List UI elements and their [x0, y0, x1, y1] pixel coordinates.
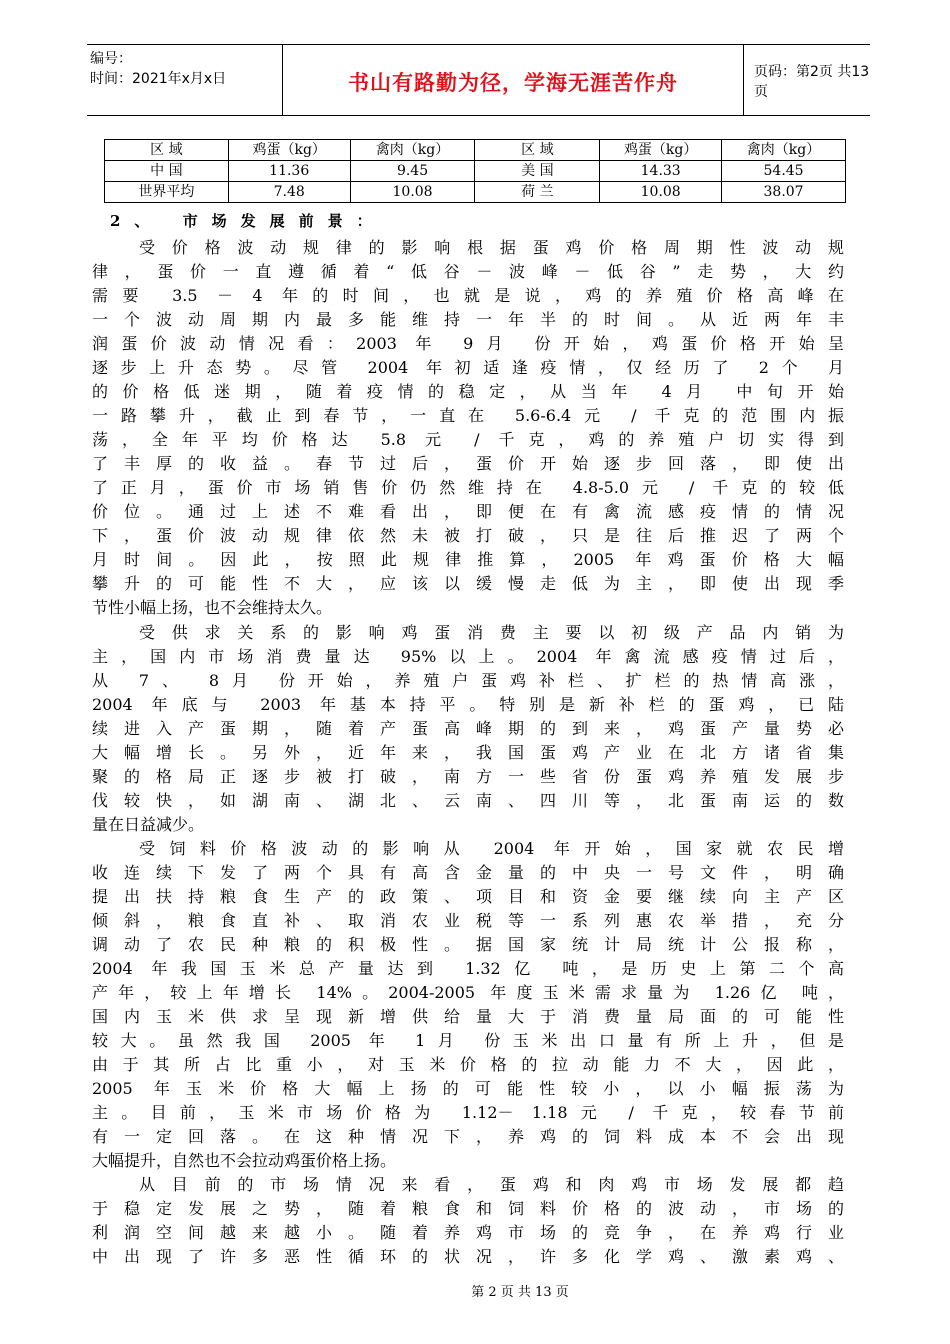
text-line: 续进入产蛋期，随着产蛋高峰期的到来，鸡蛋产量势必 — [92, 718, 844, 738]
text-line: 量在日益减少。 — [92, 814, 205, 834]
text-line: 从目前的市场情况来看，蛋鸡和肉鸡市场发展都趋 — [139, 1175, 844, 1195]
table-cell: 世界平均 — [105, 182, 229, 203]
table-cell: 38.07 — [722, 182, 846, 203]
text-line: 国内玉米供求呈现新增供给量大于消费量局面的可能性 — [92, 1007, 844, 1026]
text-line: 逐步上升态势。尽管 2004 年初适逢疫情，仅经历了 2个 月 — [92, 358, 844, 378]
text-line: 价位。通过上述不难看出，即便在有禽流感疫情的情况 — [92, 502, 844, 522]
table-cell: 10.08 — [350, 182, 475, 203]
text-line: 2004 年底与 2003 年基本持平。特别是新补栏的蛋鸡，已陆 — [92, 694, 844, 714]
text-line: 月时间。因此，按照此规律推算，2005 年鸡蛋价格大幅 — [92, 550, 844, 570]
table-cell: 10.08 — [600, 182, 722, 203]
header-meta — [87, 45, 282, 115]
text-line: 有一定回落。在这种情况下，养鸡的饲料成本不会出现 — [92, 1127, 844, 1147]
table-row — [105, 182, 846, 203]
text-line: 受价格波动规律的影响根据蛋鸡价格周期性波动规 — [139, 238, 844, 257]
text-line: 攀升的可能性不大，应该以缓慢走低为主，即使出现季 — [92, 574, 844, 594]
text-line: 需要 3.5 － 4 年的时间，也就是说，鸡的养殖价格高峰在 — [92, 286, 844, 306]
table-header-cell: 鸡蛋（kg） — [600, 140, 722, 161]
text-line: 荡，全年平均价格达 5.8 元 / 千克，鸡的养殖户切实得到 — [92, 430, 844, 450]
table-cell: 美 国 — [475, 161, 600, 182]
text-line: 中出现了许多恶性循环的状况，许多化学鸡、激素鸡、 — [92, 1247, 844, 1267]
text-line: 了正月，蛋价市场销售价仍然维持在 4.8-5.0元 / 千克的较低 — [92, 478, 844, 498]
text-line: 倾斜，粮食直补、取消农业税等一系列惠农举措，充分 — [92, 910, 844, 930]
text-line: 伐较快，如湖南、湖北、云南、四川等，北蛋南运的数 — [92, 790, 844, 810]
text-line: 提出扶持粮食生产的政策、项目和资金要继续向主产区 — [92, 886, 844, 906]
text-line: 调动了农民种粮的积极性。据国家统计局统计公报称， — [92, 934, 844, 954]
text-line: 的价格低迷期，随着疫情的稳定，从当年 4月 中旬开始 — [92, 382, 844, 402]
text-line: 大幅提升，自然也不会拉动鸡蛋价格上扬。 — [92, 1151, 397, 1171]
document-time-label: 时间：2021年x月x日 — [90, 71, 227, 87]
table-header-row — [105, 140, 846, 161]
text-line: 润蛋价波动情况看：2003 年 9月 份开始，鸡蛋价格开始呈 — [92, 334, 844, 354]
section-heading: 2、 市场发展前景： — [110, 212, 386, 230]
text-line: 大幅增长。另外，近年来，我国蛋鸡产业在北方诸省集 — [92, 742, 844, 762]
table-cell: 中 国 — [105, 161, 229, 182]
text-line: 一路攀升，截止到春节，一直在 5.6-6.4元 / 千克的范围内振 — [92, 406, 844, 426]
text-line: 于稳定发展之势，随着粮食和饲料价格的波动，市场的 — [92, 1199, 844, 1219]
text-line: 产年，较上年增长 14%。2004-2005 年度玉米需求量为 1.26亿 吨， — [92, 982, 844, 1002]
text-line: 受饲料价格波动的影响从 2004 年开始，国家就农民增 — [139, 838, 844, 858]
text-line: 由于其所占比重小，对玉米价格的拉动能力不大，因此， — [92, 1055, 844, 1075]
text-line: 主。目前，玉米市场价格为 1.12－ 1.18元 / 千克，较春节前 — [92, 1103, 844, 1123]
page-header — [87, 44, 870, 116]
body-text — [92, 236, 844, 1269]
text-line: 2005 年玉米价格大幅上扬的可能性较小，以小幅振荡为 — [92, 1079, 844, 1099]
text-line: 一个波动周期内最多能维持一年半的时间。从近两年丰 — [92, 310, 844, 330]
page-footer: 第 2 页 共 13 页 — [471, 1285, 569, 1300]
table-cell: 9.45 — [350, 161, 475, 182]
table-header-cell: 区 域 — [475, 140, 600, 161]
header-motto: 书山有路勤为径，学海无涯苦作舟 — [282, 45, 744, 115]
text-line: 受供求关系的影响鸡蛋消费主要以初级产品内销为 — [139, 622, 844, 642]
table-cell: 11.36 — [228, 161, 350, 182]
text-line: 2004 年我国玉米总产量达到 1.32亿 吨，是历史上第二个高 — [92, 958, 844, 978]
table-cell: 荷 兰 — [475, 182, 600, 203]
table-cell: 14.33 — [600, 161, 722, 182]
document-number-label: 编号： — [90, 51, 132, 67]
text-line: 较大。虽然我国 2005 年 1月 份玉米出口量有所上升，但是 — [92, 1031, 844, 1051]
text-line: 下，蛋价波动规律依然未被打破，只是往后推迟了两个 — [92, 526, 844, 546]
header-page-indicator: 页码：第2页 共13页 — [754, 64, 870, 100]
table-cell: 7.48 — [228, 182, 350, 203]
text-line: 了丰厚的收益。春节过后，蛋价开始逐步回落，即使出 — [92, 454, 844, 474]
table-row — [105, 161, 846, 182]
text-line: 聚的格局正逐步被打破，南方一些省份蛋鸡养殖发展步 — [92, 766, 844, 786]
text-line: 利润空间越来越小。随着养鸡市场的竞争，在养鸡行业 — [92, 1223, 844, 1243]
table-header-cell: 鸡蛋（kg） — [228, 140, 350, 161]
table-header-cell: 区 域 — [105, 140, 229, 161]
table-header-cell: 禽肉（kg） — [350, 140, 475, 161]
text-line: 律，蛋价一直遵循着“低谷－波峰－低谷”走势，大约 — [92, 262, 844, 282]
consumption-table — [104, 139, 846, 203]
text-line: 从 7、 8月 份开始，养殖户蛋鸡补栏、扩栏的热情高涨， — [92, 670, 844, 690]
table-header-cell: 禽肉（kg） — [722, 140, 846, 161]
text-line: 主，国内市场消费量达 95%以上。2004 年禽流感疫情过后， — [92, 646, 844, 666]
table-cell: 54.45 — [722, 161, 846, 182]
text-line: 收连续下发了两个具有高含金量的中央一号文件，明确 — [92, 862, 844, 882]
text-line: 节性小幅上扬，也不会维持太久。 — [92, 598, 333, 618]
